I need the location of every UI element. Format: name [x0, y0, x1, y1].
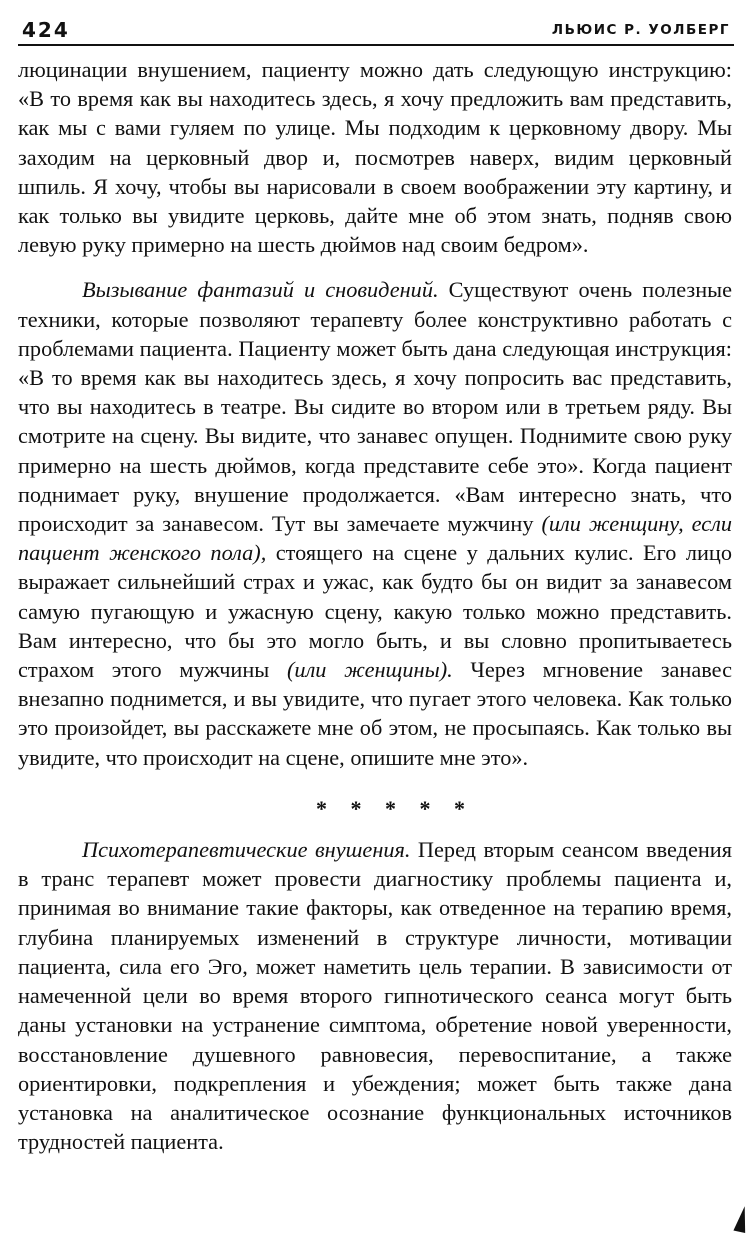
- section-heading-suggestions: Психотерапевтические внушения.: [82, 837, 411, 863]
- paragraph-gap: [18, 259, 732, 275]
- page-number: 424: [22, 18, 70, 42]
- page-corner-mark: [733, 1205, 750, 1233]
- paragraph-text: стоящего на сцене у дальних кулис. Его лицо выражает сильнейший страх и ужас, как будто бы он видит за занавесом самую пугающую и ужасную сцену, какую только можно представить. Вам интересно, что бы это могло быть, и вы словно пропитываетесь страхом этого мужчины: [18, 540, 733, 683]
- page-header: [18, 14, 734, 46]
- italic-remark: (или женщину, если пациент женского пола),: [18, 511, 732, 566]
- paragraph-text: Существуют очень полезные техники, которые позволяют терапевту более конструктивно работать с проблемами пациента. Пациенту может быть дана следующая инструкция: «В то время как вы находитесь здесь, я хочу попросить вас представить, что вы находитесь в театре. Вы сидите во втором или в третьем ряду. Вы смотрите на сцену. Вы видите, что занавес опущен. Поднимите свою руку примерно на шесть дюймов, когда представите себе это». Когда пациент поднимает руку, внушение продолжается. «Вам интересно знать, что происходит за занавесом. Тут вы замечаете мужчину: [18, 277, 732, 537]
- section-heading-fantasies: Вызывание фантазий и сновидений.: [82, 277, 439, 303]
- paragraph-suggestions: [18, 835, 732, 1156]
- running-head-author: ЛЬЮИС Р. УОЛБЕРГ: [551, 22, 730, 38]
- paragraph-text: Через мгновение занавес внезапно поднимется, и вы увидите, что пугает этого человека. Как только это произойдет, вы расскажете мне об этом, не просыпаясь. Как только вы увидите, что происходит на сцене, опишите мне это».: [18, 657, 733, 770]
- paragraph-fantasies: [18, 275, 732, 771]
- body-text: [18, 55, 732, 1156]
- italic-remark: (или женщины).: [287, 657, 453, 683]
- paragraph-continuation: [18, 55, 732, 259]
- paragraph-text: люцинации внушением, пациенту можно дать следующую инструкцию: «В то время как вы находитесь здесь, я хочу предложить вам представить, как мы с вами гуляем по улице. Мы подходим к церковному двору. Мы заходим на церковный двор и, посмотрев наверх, видим церковный шпиль. Я хочу, чтобы вы нарисовали в своем воображении эту картину, и как только вы увидите церковь, дайте мне об этом знать, подняв свою левую руку примерно на шесть дюймов над своим бедром».: [18, 57, 732, 258]
- paragraph-text: Перед вторым сеансом введения в транс терапевт может провести диагностику проблемы пациента и, принимая во внимание такие факторы, как отведенное на терапию время, глубина планируемых изменений в структуре личности, мотивации пациента, сила его Эго, может наметить цель терапии. В зависимости от намеченной цели во время второго гипнотического сеанса могут быть даны установки на устранение симптома, обретение новой уверенности, восстановление душевного равновесия, перевоспитание, а также ориентировки, подкрепления и убеждения; может быть также дана установка на аналитическое осознание функциональных источников трудностей пациента.: [18, 837, 732, 1155]
- section-separator: * * * * *: [316, 795, 474, 821]
